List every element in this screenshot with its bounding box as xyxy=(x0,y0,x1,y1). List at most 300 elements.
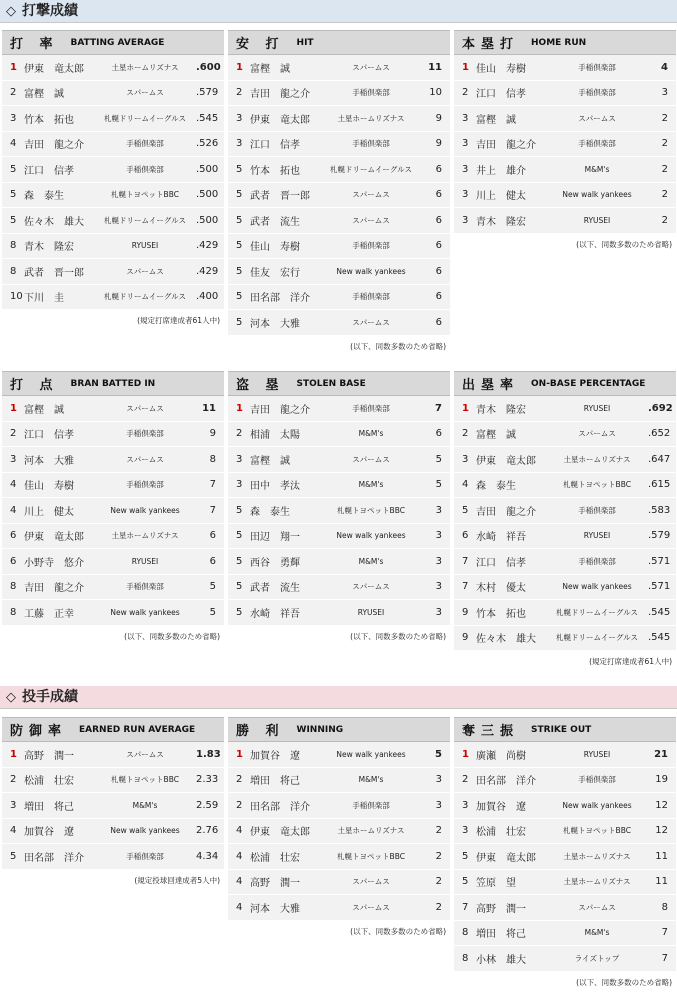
rank: 3 xyxy=(10,799,17,811)
team-name: 札幌トヨペットBBC xyxy=(111,775,179,785)
stat-value: 10 xyxy=(429,87,442,99)
rank: 5 xyxy=(10,163,17,175)
player-name: 田名部 洋介 xyxy=(250,801,310,813)
stat-value: 3 xyxy=(435,581,442,593)
team-name: RYUSEI xyxy=(131,556,159,566)
player-name: 伊東 竜太郎 xyxy=(250,114,310,126)
rank: 1 xyxy=(10,61,17,73)
player-name: 竹本 拓也 xyxy=(250,165,300,177)
team-name: 手稲倶楽部 xyxy=(126,139,164,149)
player-name: 佳山 寿樹 xyxy=(24,481,74,493)
player-name: 高野 潤一 xyxy=(476,903,526,915)
rank: 5 xyxy=(462,504,469,516)
team-name: 手稲倶楽部 xyxy=(352,800,390,810)
rank: 5 xyxy=(236,316,243,328)
stat-value: 9 xyxy=(435,112,442,124)
stat-value: .579 xyxy=(648,530,671,542)
table-row xyxy=(454,157,676,183)
player-name: 富樫 誠 xyxy=(250,63,290,75)
player-name: 工藤 正幸 xyxy=(24,608,74,620)
rank: 2 xyxy=(236,87,243,99)
player-name: 富樫 誠 xyxy=(476,430,516,442)
player-name: 高野 潤一 xyxy=(24,750,74,762)
stat-value: .400 xyxy=(196,291,219,303)
panel-title-en: HIT xyxy=(296,37,314,48)
table-row xyxy=(228,208,450,234)
table-row xyxy=(228,310,450,336)
rank: 3 xyxy=(10,453,17,465)
team-name: RYUSEI xyxy=(583,403,611,413)
team-name: ライズトップ xyxy=(574,953,620,963)
player-name: 川上 健太 xyxy=(24,506,74,518)
stat-value: 12 xyxy=(655,825,668,837)
player-name: 田名部 洋介 xyxy=(476,776,536,788)
player-name: 田辺 翔一 xyxy=(250,532,300,544)
player-name: 井上 雄介 xyxy=(476,165,526,177)
stat-value: 6 xyxy=(435,265,442,277)
panel-title-jp: 盗 塁 xyxy=(236,378,285,393)
rank: 2 xyxy=(236,428,243,440)
table-row xyxy=(454,473,676,499)
rank: 2 xyxy=(10,774,17,786)
winning-panel xyxy=(228,717,450,943)
rank: 3 xyxy=(236,138,243,150)
table-row xyxy=(2,768,224,794)
panel-note: (規定打席達成者61人中) xyxy=(589,657,672,666)
stat-value: 3 xyxy=(435,504,442,516)
stat-value: 12 xyxy=(655,799,668,811)
panel-header xyxy=(454,30,676,55)
rank: 6 xyxy=(10,530,17,542)
player-name: 伊東 竜太郎 xyxy=(24,63,84,75)
player-name: 吉田 龍之介 xyxy=(476,506,536,518)
player-name: 森 泰生 xyxy=(476,481,516,493)
table-row xyxy=(228,742,450,768)
team-name: スパームス xyxy=(578,113,616,123)
team-name: スパームス xyxy=(352,317,390,327)
player-name: 江口 信孝 xyxy=(250,140,300,152)
player-name: 川上 健太 xyxy=(476,191,526,203)
panel-title-en: WINNING xyxy=(296,724,344,735)
panel-title-en: HOME RUN xyxy=(531,37,587,48)
stat-value: 7 xyxy=(209,504,216,516)
panel-header xyxy=(454,371,676,396)
table-row xyxy=(454,208,676,234)
team-name: 手稲倶楽部 xyxy=(126,164,164,174)
rank: 3 xyxy=(462,138,469,150)
player-name: 河本 大雅 xyxy=(24,455,74,467)
table-row xyxy=(454,524,676,550)
runs-batted-in-panel xyxy=(2,371,224,648)
team-name: 手稲倶楽部 xyxy=(126,851,164,861)
on-base-percentage-panel xyxy=(454,371,676,673)
table-row xyxy=(228,870,450,896)
table-row xyxy=(454,498,676,524)
earned-run-average-panel xyxy=(2,717,224,892)
team-name: スパームス xyxy=(352,62,390,72)
team-name: 土星ホームリズナス xyxy=(337,826,405,836)
panel-note: (以下、同数多数のため省略) xyxy=(350,631,446,641)
rank: 8 xyxy=(10,581,17,593)
stat-value: 5 xyxy=(435,748,442,760)
table-row xyxy=(454,422,676,448)
rank: 3 xyxy=(462,799,469,811)
stat-value: 6 xyxy=(209,555,216,567)
player-name: 青木 隆宏 xyxy=(476,404,526,416)
team-name: 手稲倶楽部 xyxy=(352,241,390,251)
team-name: 手稲倶楽部 xyxy=(352,292,390,302)
rank: 1 xyxy=(10,402,17,414)
rank: 1 xyxy=(462,61,469,73)
team-name: RYUSEI xyxy=(583,749,611,759)
panel-title-jp: 防御率 xyxy=(10,724,68,739)
stat-value: 7 xyxy=(661,952,668,964)
stat-value: 11 xyxy=(655,850,668,862)
table-row xyxy=(454,396,676,422)
team-name: New walk yankees xyxy=(562,582,632,592)
team-name: 札幌トヨペットBBC xyxy=(111,190,179,200)
table-row xyxy=(228,549,450,575)
rank: 4 xyxy=(10,479,17,491)
stat-value: 6 xyxy=(435,189,442,201)
player-name: 伊東 竜太郎 xyxy=(476,455,536,467)
table-row xyxy=(454,447,676,473)
stat-value: 6 xyxy=(435,214,442,226)
table-row xyxy=(454,106,676,132)
table-row xyxy=(228,55,450,81)
player-name: 廣瀬 尚樹 xyxy=(476,750,526,762)
stat-value: 2 xyxy=(661,214,668,226)
player-name: 富樫 誠 xyxy=(250,455,290,467)
team-name: スパームス xyxy=(352,190,390,200)
table-row xyxy=(228,575,450,601)
team-name: 札幌ドリームイーグルス xyxy=(556,633,638,643)
player-name: 河本 大雅 xyxy=(250,318,300,330)
panel-title-jp: 打 点 xyxy=(10,378,59,393)
panel-title-en: STRIKE OUT xyxy=(531,724,592,735)
player-name: 佳友 宏行 xyxy=(250,267,300,279)
team-name: 土星ホームリズナス xyxy=(111,531,179,541)
rank: 5 xyxy=(236,240,243,252)
team-name: スパームス xyxy=(126,749,164,759)
panel-title-jp: 打 率 xyxy=(10,37,59,52)
team-name: 札幌トヨペットBBC xyxy=(563,826,631,836)
table-row xyxy=(454,183,676,209)
stat-value: 6 xyxy=(435,240,442,252)
stat-value: 2 xyxy=(661,163,668,175)
player-name: 佳山 寿樹 xyxy=(476,63,526,75)
stat-value: 3 xyxy=(661,87,668,99)
table-row xyxy=(2,285,224,311)
rank: 3 xyxy=(462,163,469,175)
team-name: 札幌ドリームイーグルス xyxy=(104,292,186,302)
diamond-icon: ◇ xyxy=(6,4,16,19)
rank: 1 xyxy=(236,402,243,414)
panel-note: (以下、同数多数のため省略) xyxy=(576,977,672,987)
player-name: 松浦 壮宏 xyxy=(476,827,526,839)
team-name: 札幌ドリームイーグルス xyxy=(104,215,186,225)
table-row xyxy=(228,234,450,260)
team-name: 札幌トヨペットBBC xyxy=(337,505,405,515)
player-name: 吉田 龍之介 xyxy=(250,89,310,101)
stat-value: .583 xyxy=(648,504,671,516)
stat-value: 6 xyxy=(435,316,442,328)
team-name: RYUSEI xyxy=(583,215,611,225)
panel-note: (以下、同数多数のため省略) xyxy=(350,341,446,351)
player-name: 森 泰生 xyxy=(24,191,64,203)
team-name: スパームス xyxy=(126,403,164,413)
rank: 5 xyxy=(236,163,243,175)
table-row xyxy=(454,921,676,947)
rank: 5 xyxy=(236,189,243,201)
stat-value: 2.33 xyxy=(196,774,219,786)
table-row xyxy=(2,234,224,260)
player-name: 佐々木 雄大 xyxy=(24,216,84,228)
rank: 2 xyxy=(462,428,469,440)
player-name: 木村 優太 xyxy=(476,583,526,595)
player-name: 佐々木 雄大 xyxy=(476,634,536,646)
stat-value: .571 xyxy=(648,555,671,567)
team-name: RYUSEI xyxy=(583,531,611,541)
team-name: 手稲倶楽部 xyxy=(578,62,616,72)
stat-value: .429 xyxy=(196,265,219,277)
player-name: 小野寺 悠介 xyxy=(24,557,84,569)
player-name: 西谷 勇輝 xyxy=(250,557,300,569)
player-name: 伊東 竜太郎 xyxy=(250,827,310,839)
table-row xyxy=(2,157,224,183)
table-row xyxy=(228,259,450,285)
rank: 4 xyxy=(236,825,243,837)
rank: 5 xyxy=(462,850,469,862)
table-row xyxy=(454,549,676,575)
stat-value: .600 xyxy=(196,61,221,73)
rank: 6 xyxy=(462,530,469,542)
stat-value: 7 xyxy=(435,402,442,414)
player-name: 青木 隆宏 xyxy=(24,242,74,254)
rank: 2 xyxy=(10,428,17,440)
table-row xyxy=(228,132,450,158)
rank: 9 xyxy=(462,632,469,644)
table-row xyxy=(454,132,676,158)
stat-value: 1.83 xyxy=(196,748,221,760)
team-name: 土星ホームリズナス xyxy=(111,62,179,72)
rank: 2 xyxy=(462,774,469,786)
stat-value: 3 xyxy=(435,774,442,786)
panel-note: (規定打席達成者61人中) xyxy=(137,316,220,325)
team-name: スパームス xyxy=(126,454,164,464)
panel-title-en: BATTING AVERAGE xyxy=(70,37,165,48)
stat-value: 7 xyxy=(661,927,668,939)
panel-title-jp: 勝 利 xyxy=(236,724,285,739)
team-name: 札幌ドリームイーグルス xyxy=(556,607,638,617)
table-row xyxy=(454,793,676,819)
player-name: 江口 信孝 xyxy=(24,165,74,177)
player-name: 江口 信孝 xyxy=(476,89,526,101)
table-row xyxy=(454,946,676,972)
stat-value: 2 xyxy=(435,901,442,913)
table-row xyxy=(2,742,224,768)
pitching-section-header xyxy=(0,686,677,709)
player-name: 森 泰生 xyxy=(250,506,290,518)
stat-value: .579 xyxy=(196,87,219,99)
table-row xyxy=(2,132,224,158)
rank: 10 xyxy=(10,291,23,303)
stat-value: .545 xyxy=(196,112,219,124)
stat-value: 2.59 xyxy=(196,799,219,811)
table-row xyxy=(2,575,224,601)
player-name: 笠原 望 xyxy=(476,878,516,890)
rank: 5 xyxy=(236,606,243,618)
stat-value: 6 xyxy=(209,530,216,542)
table-row xyxy=(2,549,224,575)
panel-note: (規定投球回達成者5人中) xyxy=(134,875,220,885)
table-row xyxy=(2,183,224,209)
table-row xyxy=(228,819,450,845)
stat-value: 21 xyxy=(654,748,668,760)
hit-panel xyxy=(228,30,450,358)
stat-value: 11 xyxy=(428,61,442,73)
team-name: New walk yankees xyxy=(562,800,632,810)
panel-note: (以下、同数多数のため省略) xyxy=(350,926,446,936)
panel-title-en: BRAN BATTED IN xyxy=(70,378,156,389)
rank: 6 xyxy=(10,555,17,567)
rank: 2 xyxy=(236,799,243,811)
team-name: スパームス xyxy=(578,429,616,439)
rank: 1 xyxy=(236,61,243,73)
team-name: New walk yankees xyxy=(336,749,406,759)
table-row xyxy=(228,285,450,311)
table-row xyxy=(2,473,224,499)
stat-value: 5 xyxy=(435,479,442,491)
table-row xyxy=(2,819,224,845)
table-row xyxy=(228,396,450,422)
stat-value: .526 xyxy=(196,138,219,150)
stat-value: 6 xyxy=(435,163,442,175)
table-row xyxy=(2,55,224,81)
stat-value: 8 xyxy=(661,901,668,913)
stat-value: 2 xyxy=(435,825,442,837)
table-row xyxy=(454,895,676,921)
team-name: 札幌ドリームイーグルス xyxy=(104,113,186,123)
table-row xyxy=(228,498,450,524)
panel-note: (以下、同数多数のため省略) xyxy=(576,239,672,249)
team-name: 土星ホームリズナス xyxy=(563,454,631,464)
stat-value: 5 xyxy=(435,453,442,465)
rank: 5 xyxy=(236,530,243,542)
stat-value: .500 xyxy=(196,214,219,226)
team-name: スパームス xyxy=(578,902,616,912)
team-name: New walk yankees xyxy=(336,266,406,276)
rank: 8 xyxy=(462,927,469,939)
panel-title-jp: 奪三振 xyxy=(462,724,520,739)
player-name: 増田 将己 xyxy=(476,929,526,941)
table-row xyxy=(2,259,224,285)
stat-value: .571 xyxy=(648,581,671,593)
table-row xyxy=(228,106,450,132)
batting-section-header xyxy=(0,0,677,23)
team-name: 手稲倶楽部 xyxy=(126,480,164,490)
table-row xyxy=(228,768,450,794)
stat-value: 2 xyxy=(435,876,442,888)
team-name: 手稲倶楽部 xyxy=(126,582,164,592)
rank: 3 xyxy=(10,112,17,124)
player-name: 竹本 拓也 xyxy=(476,608,526,620)
panel-note: (以下、同数多数のため省略) xyxy=(124,631,220,641)
table-row xyxy=(228,422,450,448)
home-run-panel xyxy=(454,30,676,256)
table-row xyxy=(2,106,224,132)
panel-title-jp: 本塁打 xyxy=(462,37,520,52)
stat-value: .545 xyxy=(648,632,671,644)
rank: 5 xyxy=(236,504,243,516)
player-name: 吉田 龍之介 xyxy=(24,583,84,595)
player-name: 松浦 壮宏 xyxy=(24,776,74,788)
rank: 1 xyxy=(462,402,469,414)
stat-value: 5 xyxy=(209,606,216,618)
team-name: RYUSEI xyxy=(131,241,159,251)
diamond-icon: ◇ xyxy=(6,690,16,705)
table-row xyxy=(454,844,676,870)
table-row xyxy=(228,895,450,921)
rank: 4 xyxy=(236,850,243,862)
table-row xyxy=(2,422,224,448)
team-name: 札幌トヨペットBBC xyxy=(563,480,631,490)
rank: 5 xyxy=(462,876,469,888)
team-name: New walk yankees xyxy=(110,505,180,515)
stat-value: 3 xyxy=(435,606,442,618)
stat-value: .429 xyxy=(196,240,219,252)
team-name: 手稲倶楽部 xyxy=(352,88,390,98)
team-name: New walk yankees xyxy=(562,190,632,200)
stat-value: .652 xyxy=(648,428,671,440)
player-name: 武者 晋一郎 xyxy=(24,267,84,279)
panel-header xyxy=(2,371,224,396)
team-name: 手稲倶楽部 xyxy=(578,505,616,515)
stat-value: .500 xyxy=(196,163,219,175)
team-name: スパームス xyxy=(126,88,164,98)
rank: 8 xyxy=(10,265,17,277)
rank: 7 xyxy=(462,901,469,913)
table-row xyxy=(454,600,676,626)
team-name: M&M's xyxy=(358,480,384,490)
stat-value: 2 xyxy=(661,189,668,201)
rank: 5 xyxy=(236,265,243,277)
stat-value: 6 xyxy=(435,428,442,440)
stat-value: 2 xyxy=(661,138,668,150)
rank: 3 xyxy=(236,479,243,491)
rank: 1 xyxy=(10,748,17,760)
stat-value: .545 xyxy=(648,606,671,618)
team-name: M&M's xyxy=(584,164,610,174)
rank: 3 xyxy=(462,825,469,837)
rank: 3 xyxy=(236,112,243,124)
stat-value: 9 xyxy=(209,428,216,440)
stat-value: 9 xyxy=(435,138,442,150)
rank: 1 xyxy=(462,748,469,760)
player-name: 富樫 誠 xyxy=(476,114,516,126)
rank: 1 xyxy=(236,748,243,760)
rank: 5 xyxy=(236,581,243,593)
player-name: 田中 孝汰 xyxy=(250,481,300,493)
rank: 4 xyxy=(10,138,17,150)
team-name: RYUSEI xyxy=(357,607,385,617)
team-name: 手稲倶楽部 xyxy=(578,139,616,149)
player-name: 青木 隆宏 xyxy=(476,216,526,228)
table-row xyxy=(454,55,676,81)
team-name: スパームス xyxy=(352,902,390,912)
table-row xyxy=(228,81,450,107)
table-row xyxy=(2,208,224,234)
